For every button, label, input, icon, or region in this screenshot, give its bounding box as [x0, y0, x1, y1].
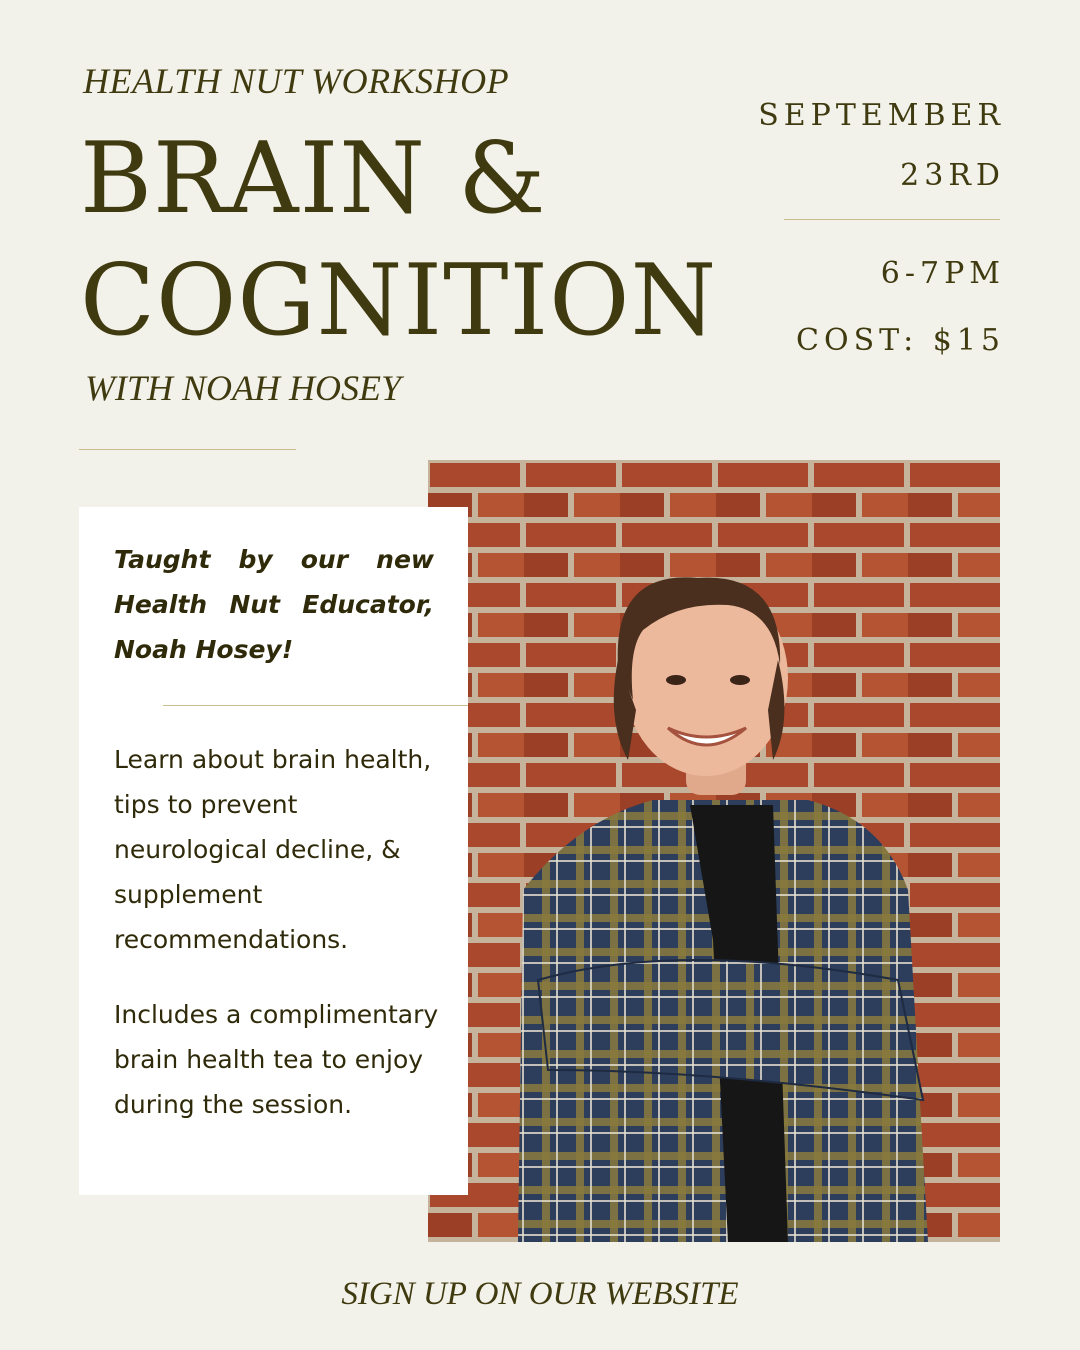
date-month: SEPTEMBER: [758, 98, 1005, 133]
educator-intro: Taught by our new Health Nut Educator, Noah Hosey!: [114, 545, 434, 664]
divider-left: [79, 449, 296, 450]
title-line-2: COGNITION: [80, 244, 718, 358]
title-line-1: BRAIN &: [80, 122, 547, 236]
tea-note: Includes a complimentary brain health tea to enjoy during the session.: [114, 1000, 439, 1119]
event-time: 6-7PM: [880, 256, 1005, 291]
presenter-photo: [428, 460, 1000, 1242]
event-title: [80, 118, 717, 362]
event-cost: COST: $15: [796, 323, 1005, 358]
presenter-subtitle: WITH NOAH HOSEY: [85, 368, 402, 408]
date-day: 23RD: [900, 158, 1005, 193]
info-card: [79, 507, 468, 1195]
presenter-photo-illustration: [428, 460, 1000, 1242]
event-details: [705, 86, 1005, 358]
workshop-kicker: HEALTH NUT WORKSHOP: [83, 61, 510, 101]
card-divider: [163, 705, 468, 706]
divider-right: [784, 219, 1000, 220]
signup-cta[interactable]: SIGN UP ON OUR WEBSITE: [341, 1276, 739, 1312]
event-date: [705, 86, 1005, 206]
workshop-description: Learn about brain health, tips to prevent neurological decline, & supplement recommendations.: [114, 745, 432, 954]
